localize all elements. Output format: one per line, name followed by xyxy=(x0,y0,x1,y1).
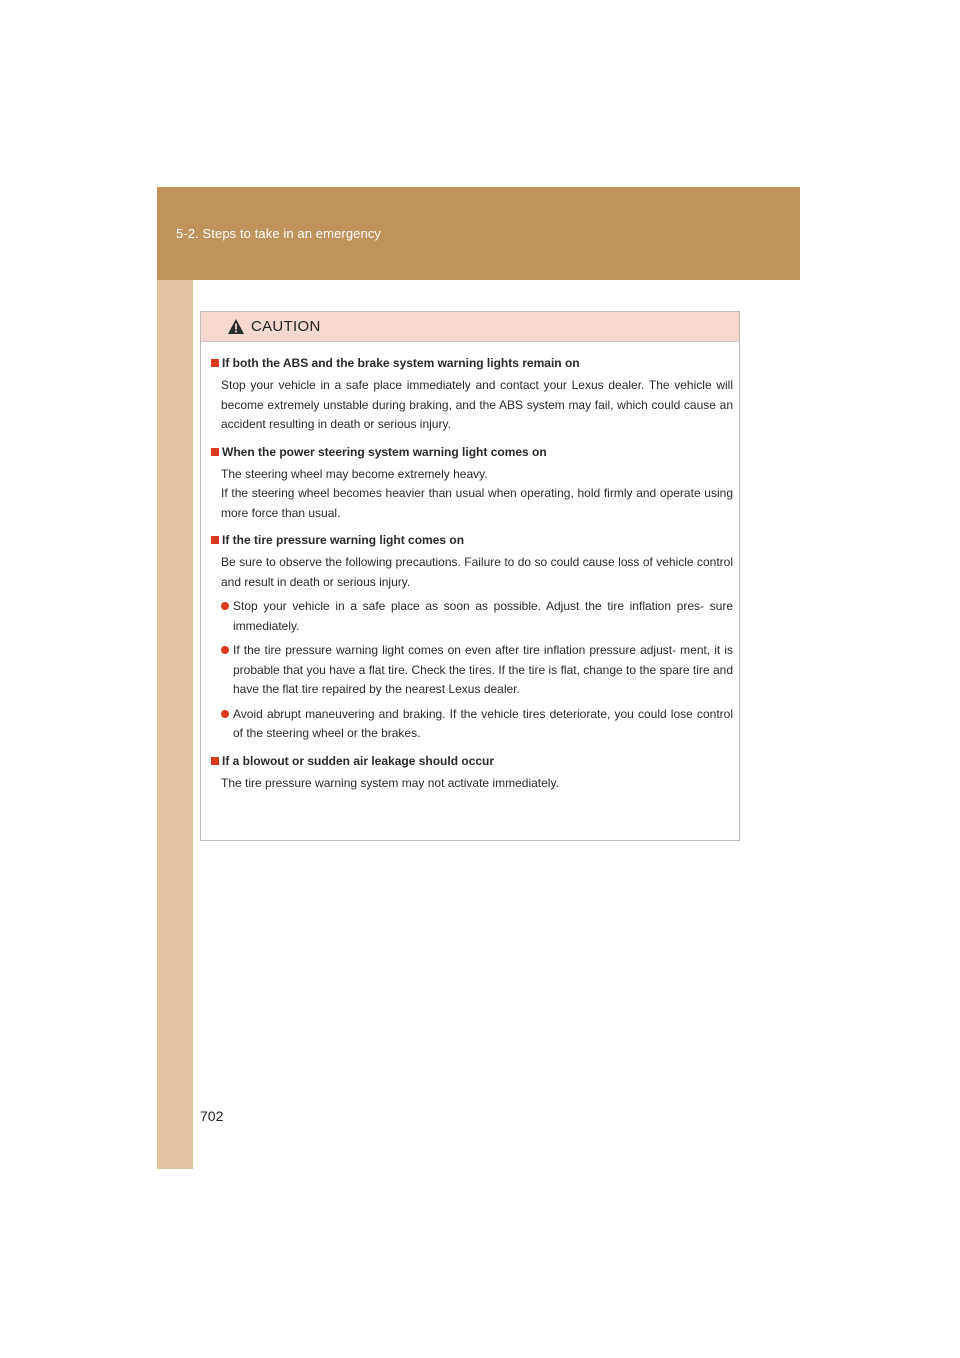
section-text-tire-pressure: Be sure to observe the following precautions. Failure to do so could cause loss of vehicle control and result in death or serious injury. xyxy=(221,555,733,589)
warning-triangle-icon xyxy=(227,318,245,335)
side-strip xyxy=(157,187,193,1169)
list-item: Avoid abrupt maneuvering and braking. If the vehicle tires deteriorate, you could lose control of the steering wheel or the brakes. xyxy=(221,705,733,744)
caution-header xyxy=(201,312,739,342)
square-bullet-icon xyxy=(211,359,219,367)
square-bullet-icon xyxy=(211,448,219,456)
caution-body xyxy=(201,342,739,793)
caution-box xyxy=(200,311,740,841)
round-bullet-icon xyxy=(221,602,229,610)
round-bullet-icon xyxy=(221,646,229,654)
section-heading-abs: If both the ABS and the brake system warning lights remain on xyxy=(211,354,733,372)
section-heading-blowout: If a blowout or sudden air leakage should occur xyxy=(211,752,733,770)
section-heading-power-steering: When the power steering system warning light comes on xyxy=(211,443,733,461)
square-bullet-icon xyxy=(211,757,219,765)
section-text-power-steering-2: If the steering wheel becomes heavier than usual when operating, hold firmly and operate using more force than usual. xyxy=(221,486,733,520)
section-text-blowout: The tire pressure warning system may not activate immediately. xyxy=(221,775,559,790)
section-heading-tire-pressure: If the tire pressure warning light comes on xyxy=(211,531,733,549)
caution-label: CAUTION xyxy=(251,318,321,335)
section-text-power-steering-1: The steering wheel may become extremely heavy. xyxy=(221,466,488,481)
list-item: If the tire pressure warning light comes on even after tire inflation pressure adjust- ment, it is probable that you have a flat tire. Check the tires. If the tire is flat, change to the spare tire and have the flat tire repaired by the nearest Lexus dealer. xyxy=(221,641,733,700)
round-bullet-icon xyxy=(221,710,229,718)
page-number: 702 xyxy=(200,1108,224,1124)
section-title: 5-2. Steps to take in an emergency xyxy=(176,226,382,241)
list-item: Stop your vehicle in a safe place as soon as possible. Adjust the tire inflation pres- sure immediately. xyxy=(221,597,733,636)
section-text-abs: Stop your vehicle in a safe place immediately and contact your Lexus dealer. The vehicle will become extremely unstable during braking, and the ABS system may fail, which could cause an accident resulting in death or serious injury. xyxy=(221,378,733,431)
square-bullet-icon xyxy=(211,536,219,544)
